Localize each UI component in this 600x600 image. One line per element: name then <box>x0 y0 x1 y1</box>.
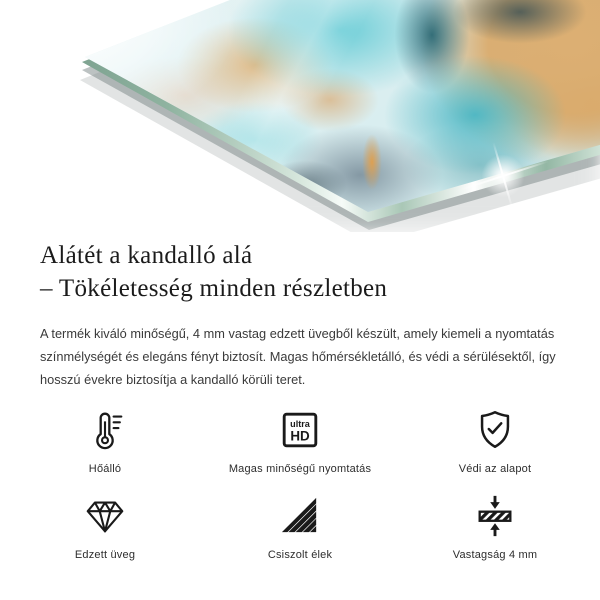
ultra-hd-icon-text-top: ultra <box>290 419 310 430</box>
ultra-hd-icon-text-bottom: HD <box>290 428 310 444</box>
feature-label: Edzett üveg <box>74 549 136 561</box>
product-info-section <box>0 232 600 561</box>
feature-label: Csiszolt élek <box>267 549 333 561</box>
feature-label: Magas minőségű nyomtatás <box>228 463 372 475</box>
feature-label: Védi az alapot <box>458 463 532 475</box>
section-title <box>40 239 560 305</box>
ultra-hd-icon <box>277 407 323 453</box>
feature-label: Hőálló <box>88 463 122 475</box>
diamond-icon <box>82 493 128 539</box>
feature-thickness <box>430 493 560 561</box>
product-image <box>0 0 600 232</box>
feature-print-quality <box>170 407 430 475</box>
thickness-icon <box>472 493 518 539</box>
feature-protects-base <box>430 407 560 475</box>
section-title-line1: Alátét a kandalló alá <box>40 242 253 269</box>
feature-polished-edges <box>170 493 430 561</box>
thermometer-icon <box>82 407 128 453</box>
feature-heat-resistant <box>40 407 170 475</box>
section-title-line2: – Tökéletesség minden részletben <box>40 275 388 302</box>
feature-tempered-glass <box>40 493 170 561</box>
shield-check-icon <box>472 407 518 453</box>
feature-label: Vastagság 4 mm <box>452 549 538 561</box>
feature-grid <box>40 407 560 561</box>
product-description: A termék kiváló minőségű, 4 mm vastag edzett üvegből készült, amely kiemeli a nyomtatás színmélységét és elegáns fényt biztosít. Magas hőmérsékletálló, és védi a sérülésektől, így hosszú évekre biztosítja a kandalló körüli teret. <box>40 326 556 387</box>
polished-edges-icon <box>277 493 323 539</box>
